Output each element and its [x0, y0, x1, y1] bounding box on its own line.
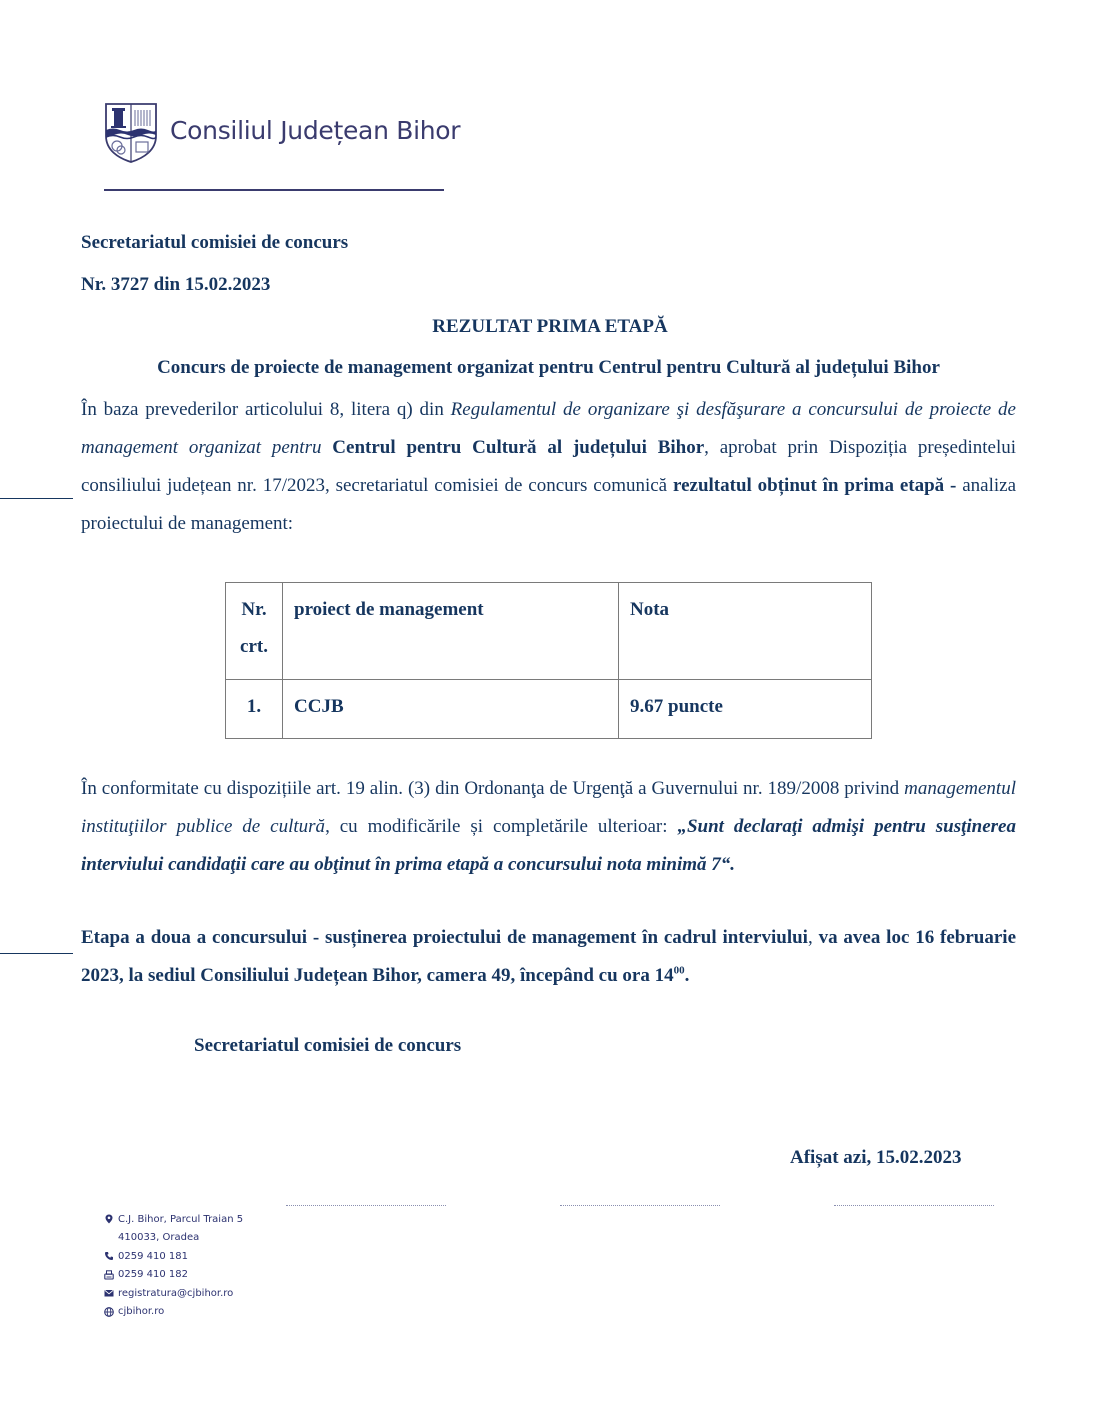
legal-basis-paragraph: În conformitate cu dispozițiile art. 19 alin. (3) din Ordonanţa de Urgenţă a Guvernului nr. 189/2008 privind managementul instituţiilor publice de cultură, cu modificările și completările ulterioar: „Sunt declaraţi admişi pentru susţinerea interviului candidaţii care au obţinut în prima etapă a concursului nota minimă 7“. [81, 778, 1016, 875]
issuer-label: Secretariatul comisiei de concurs [81, 232, 349, 253]
dotted-line [560, 1205, 720, 1206]
contact-phone: 0259 410 181 [104, 1247, 243, 1266]
contact-website: cjbihor.ro [104, 1303, 243, 1322]
posted-date: Afișat azi, 15.02.2023 [790, 1147, 962, 1168]
dotted-line [286, 1205, 446, 1206]
results-table [225, 582, 872, 739]
county-coat-of-arms-icon [104, 102, 158, 164]
document-title: REZULTAT PRIMA ETAPĂ [432, 316, 668, 337]
footer-contacts [104, 1210, 243, 1321]
fax-icon [104, 1270, 118, 1280]
signature-label: Secretariatul comisiei de concurs [194, 1035, 462, 1056]
organization-name: Consiliul Județean Bihor [170, 116, 461, 145]
table-header-row [226, 583, 872, 680]
intro-paragraph: În baza prevederilor articolului 8, litera q) din Regulamentul de organizare şi desfăşurare a concursului de proiecte de management organizat pentru Centrul pentru Cultură al județului Bihor, aprobat prin Dispoziția președintelui consiliului județean nr. 17/2023, secretariatul comisiei de concurs comunică rezultatul obținut în prima etapă - analiza proiectului de management: [81, 399, 1017, 534]
margin-mark [0, 953, 73, 954]
header-logo [104, 102, 461, 166]
header-divider [104, 189, 444, 191]
contact-city: 410033, Oradea [118, 1232, 200, 1244]
globe-icon [104, 1307, 118, 1317]
second-stage-paragraph: Etapa a doua a concursului - susținerea proiectului de management în cadrul interviului, va avea loc 16 februarie 2023, la sediul Consiliului Județean Bihor, camera 49, începând cu ora $14^{00}$. [81, 927, 1017, 986]
header-grade: Nota [619, 583, 872, 680]
cell-grade: 9.67 puncte [619, 680, 872, 739]
location-pin-icon [104, 1214, 118, 1224]
dotted-line [834, 1205, 994, 1206]
registration-number: Nr. 3727 din 15.02.2023 [81, 274, 271, 295]
margin-mark [0, 498, 73, 499]
envelope-icon [104, 1288, 118, 1298]
table-row [226, 680, 872, 739]
header-nr-crt: Nr. crt. [226, 583, 283, 680]
contact-email: registratura@cjbihor.ro [104, 1284, 243, 1303]
contact-address: C.J. Bihor, Parcul Traian 5 [104, 1210, 243, 1229]
phone-icon [104, 1251, 118, 1261]
header-project: proiect de management [283, 583, 619, 680]
cell-project: CCJB [283, 680, 619, 739]
cell-nr: 1. [226, 680, 283, 739]
document-subtitle: Concurs de proiecte de management organizat pentru Centrul pentru Cultură al județului Bihor [157, 357, 940, 378]
contact-fax: 0259 410 182 [104, 1266, 243, 1285]
